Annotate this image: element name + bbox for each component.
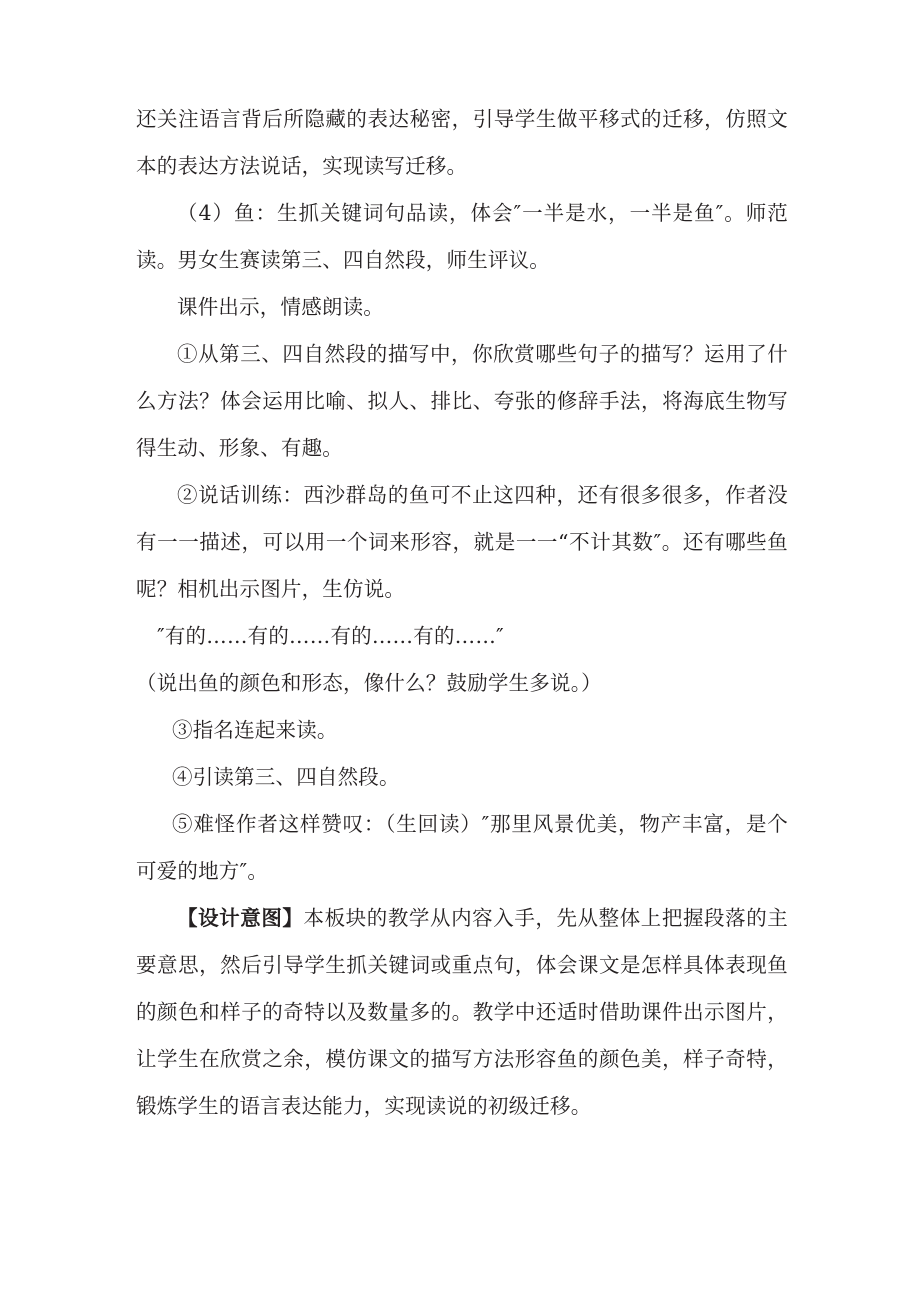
paragraph-item-5-author-praise: ⑤难怪作者这样赞叹：（生回读）″那里风景优美，物产丰富，是个可爱的地方″。 <box>136 812 788 883</box>
paragraph-parenthetical-hint: （说出鱼的颜色和形态，像什么？鼓励学生多说。） <box>136 671 602 695</box>
design-intent-label: 【设计意图】 <box>177 906 304 930</box>
design-intent-text: 本板块的教学从内容入手，先从整体上把握段落的主要意思，然后引导学生抓关键词或重点句，体会课文是怎样具体表现鱼的颜色和样子的奇特以及数量多的。教学中还适时借助课件出示图片，让学生在欣赏之余，模仿课文的描写方法形容鱼的颜色美，样子奇特，锻炼学生的语言表达能力，实现读说的初级迁移。 <box>136 906 788 1118</box>
paragraph-continuation-transfer: 还关注语言背后所隐藏的表达秘密，引导学生做平移式的迁移，仿照文本的表达方法说话，实现读写迁移。 <box>136 107 788 178</box>
paragraph-item-4-fish: （4）鱼：生抓关键词句品读，体会″一半是水，一半是鱼″。师范读。男女生赛读第三、四自然段，师生评议。 <box>136 201 788 272</box>
paragraph-courseware-display: 课件出示，情感朗读。 <box>177 295 384 319</box>
document-body <box>136 96 788 1130</box>
paragraph-item-3-named-reading: ③指名连起来读。 <box>172 718 338 742</box>
paragraph-design-intent <box>136 895 788 1130</box>
paragraph-sentence-frame-youde: ″有的……有的……有的……有的……″ <box>157 624 504 648</box>
paragraph-item-1-appreciate: ①从第三、四自然段的描写中，你欣赏哪些句子的描写？运用了什么方法？体会运用比喻、拟人、排比、夸张的修辞手法，将海底生物写得生动、形象、有趣。 <box>136 342 788 460</box>
paragraph-item-4-guided-reading: ④引读第三、四自然段。 <box>172 765 400 789</box>
paragraph-item-2-speaking-training: ②说话训练：西沙群岛的鱼可不止这四种，还有很多很多，作者没有一一描述，可以用一个词来形容，就是一一“不计其数″。还有哪些鱼呢？相机出示图片，生仿说。 <box>136 483 788 601</box>
